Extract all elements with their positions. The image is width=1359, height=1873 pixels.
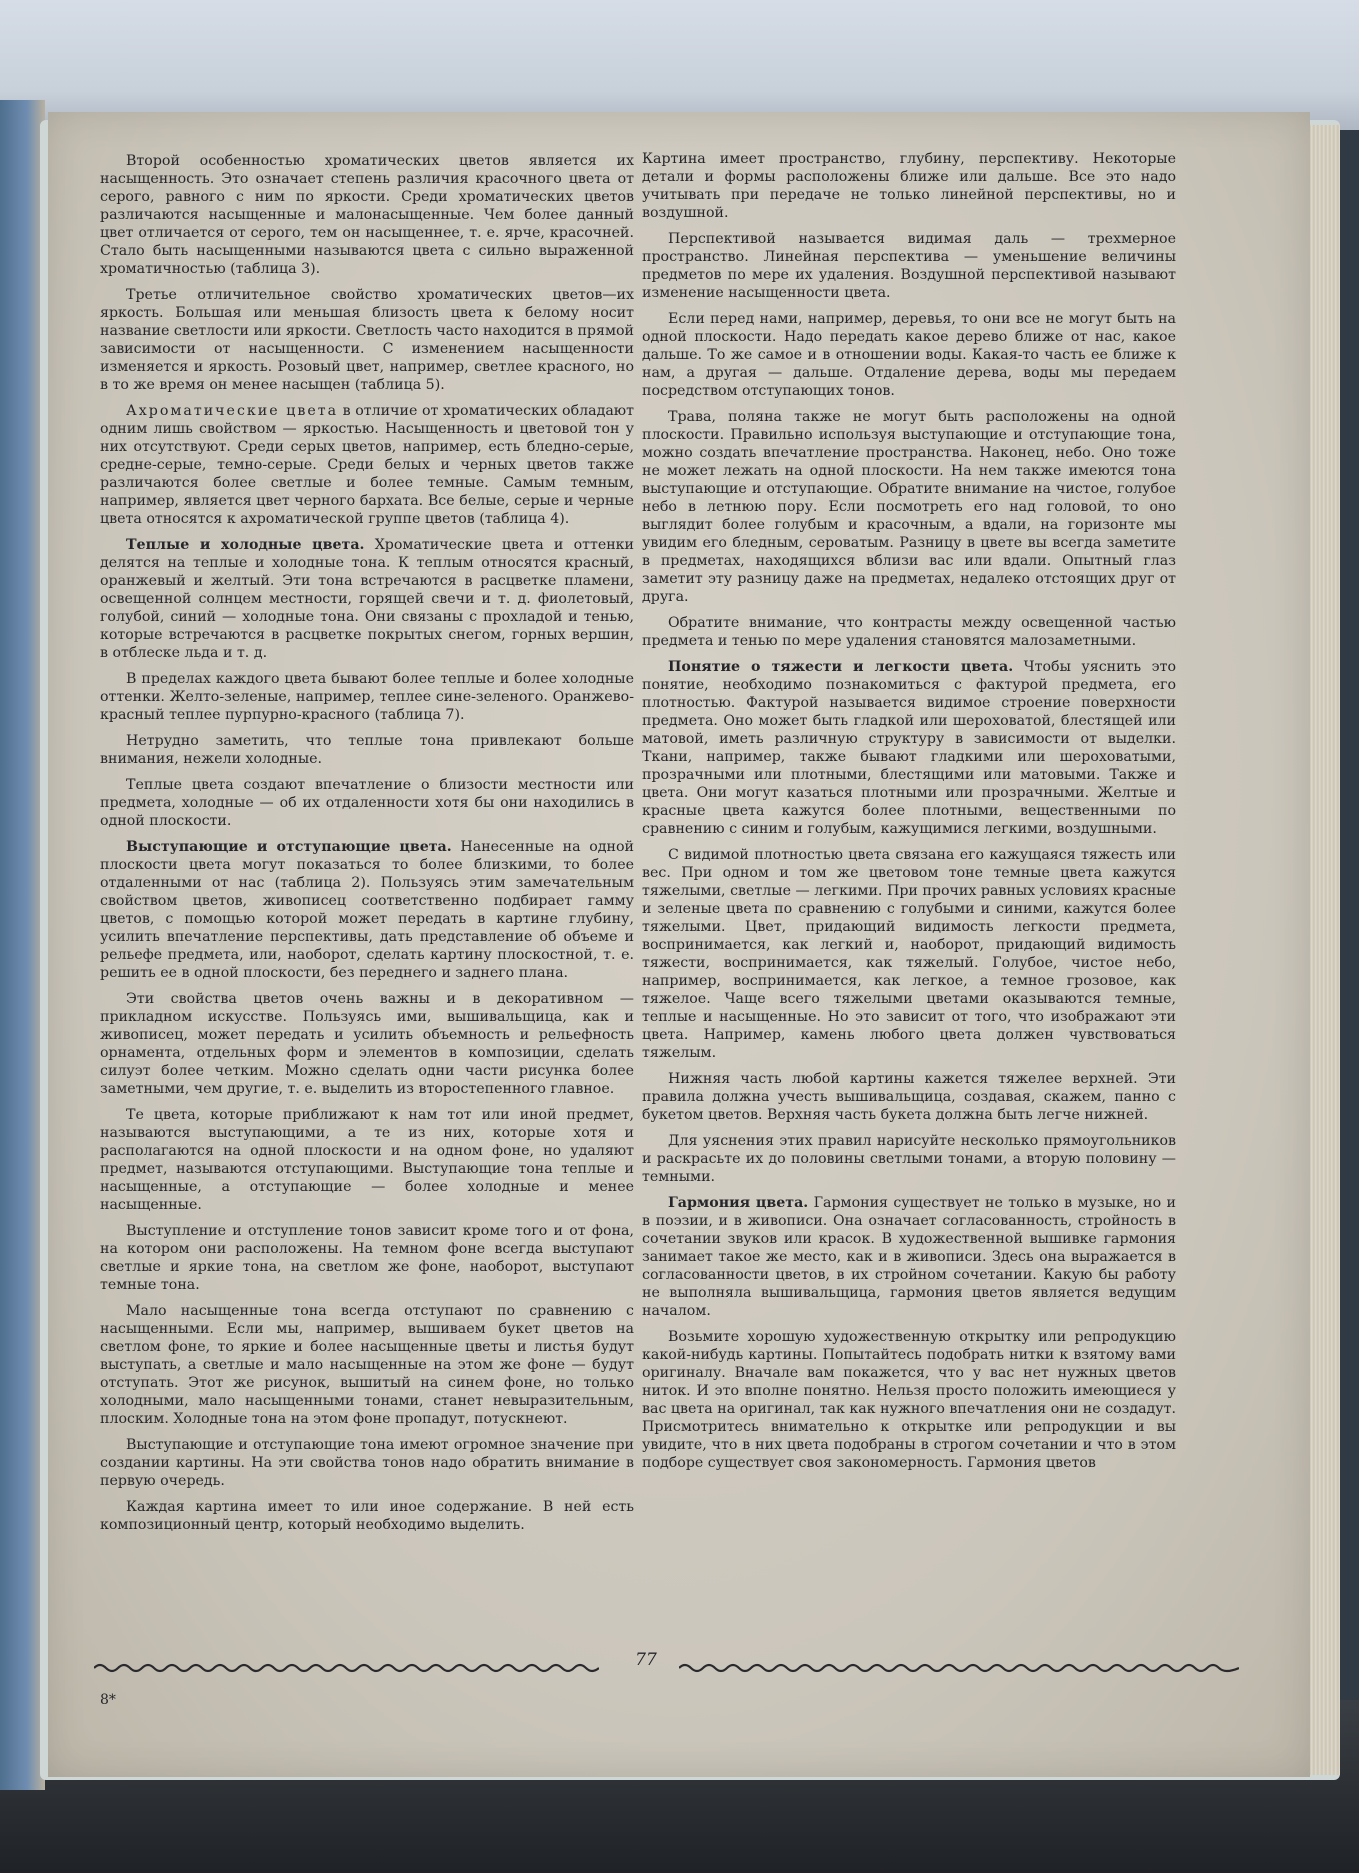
paragraph: Выступление и отступление тонов зависит кроме того и от фона, на котором они расположены. На темном фоне всегда выступают светлые и яркие тона, на светлом же фоне, наоборот, выступают темные тона. [100,1223,634,1293]
paragraph: Обратите внимание, что контрасты между освещенной частью предмета и тенью по мере удаления становятся малозаметными. [642,615,1176,649]
paragraph: Мало насыщенные тона всегда отступают по сравнению с насыщенными. Если мы, например, вышиваем букет цветов на светлом фоне, то яркие и более насыщенные цветы и листья будут выступать, а светлые и мало насыщенные на этом же фоне — будут отступать. Этот же рисунок, вышитый на синем фоне, но только холодными, мало насыщенными тонами, станет невыразительным, плоским. Холодные тона на этом фоне пропадут, потускнеют. [100,1303,634,1427]
section-heading: Выступающие и отступающие цвета. [126,839,452,855]
wave-ornament-right [679,1662,1239,1674]
page-number: 77 [635,1650,657,1670]
paragraph: Возьмите хорошую художественную открытку или репродукцию какой-нибудь картины. Попытайтесь подобрать нитки к взятому вами оригиналу. Вначале вам покажется, что у вас нет нужных цветов ниток. И это вполне понятно. Нельзя просто положить имеющиеся у вас цвета на оригинал, так как нужного впечатления они не создадут. Присмотритесь внимательно к открытке или репродукции и вы увидите, что в них цвета подобраны в строгом сочетании и что в этом подборе существует своя закономерность. Гармония цветов [642,1329,1176,1471]
paragraph: Каждая картина имеет то или иное содержание. В ней есть композиционный центр, который необходимо выделить. [100,1499,634,1533]
paragraph: Трава, поляна также не могут быть расположены на одной плоскости. Правильно используя выступающие и отступающие тона, можно создать впечатление пространства. Наконец, небо. Оно тоже не может лежать на одной плоскости. На нем также имеются тона выступающие и отступающие. Обратите внимание на чистое, голубое небо в летнюю пору. Если посмотреть его над головой, то оно выглядит более голубым и красочным, а вдали, на горизонте мы увидим его бледным, сероватым. Разницу в цвете вы всегда заметите в предметах, находящихся вблизи вас или вдали. Опытный глаз заметит эту разницу даже на предметах, недалеко отстоящих друг от друга. [642,409,1176,605]
paragraph: С видимой плотностью цвета связана его кажущаяся тяжесть или вес. При одном и том же цветовом тоне темные цвета кажутся тяжелыми, светлые — легкими. При прочих равных условиях красные и зеленые цвета по сравнению с голубыми и синими, кажутся более тяжелыми. Цвет, придающий видимость легкости предмета, воспринимается, как легкий и, наоборот, придающий видимость тяжести, воспринимается, как тяжелый. Голубое, чистое небо, например, воспринимается, как легкое, а темное грозовое, как тяжелое. Чаще всего тяжелыми цветами оказываются темные, теплые и насыщенные. Но это зависит от того, что изображают эти цвета. Например, камень любого цвета должен чувствоваться тяжелым. [642,847,1176,1061]
paragraph: Нижняя часть любой картины кажется тяжелее верхней. Эти правила должна учесть вышивальщица, создавая, скажем, панно с букетом цветов. Верхняя часть букета должна быть легче нижней. [642,1071,1176,1123]
background-top [0,0,1359,130]
paragraph: Теплые и холодные цвета. Хроматические цвета и оттенки делятся на теплые и холодные тона. К теплым относятся красный, оранжевый и желтый. Эти тона встречаются в расцветке пламени, освещенной солнцем местности, горящей свечи и т. д. фиолетовый, голубой, синий — холодные тона. Они связаны с прохладой и тенью, которые встречаются в расцветке покрытых снегом, горных вершин, в отблеске льда и т. д. [100,537,634,661]
paragraph: Для уяснения этих правил нарисуйте несколько прямоугольников и раскрасьте их до половины светлыми тонами, а вторую половину — темными. [642,1133,1176,1185]
paragraph: Перспективой называется видимая даль — трехмерное пространство. Линейная перспектива — уменьшение величины предметов по мере их удаления. Воздушной перспективой называют изменение насыщенности цвета. [642,231,1176,301]
paragraph: Гармония цвета. Гармония существует не только в музыке, но и в поэзии, и в живописи. Она означает согласованность, стройность в сочетании звуков или красок. В художественной вышивке гармония занимает такое же место, как и в живописи. Здесь она выражается в согласованности цветов, в их стройном сочетании. Какую бы работу не выполняла вышивальщица, гармония цветов является ведущим началом. [642,1195,1176,1319]
paragraph: Выступающие и отступающие тона имеют огромное значение при создании картины. На эти свойства тонов надо обратить внимание в первую очередь. [100,1437,634,1489]
paragraph: Выступающие и отступающие цвета. Нанесенные на одной плоскости цвета могут показаться то более близкими, то более отдаленными от нас (таблица 2). Пользуясь этим замечательным свойством цветов, живописец соответственно подбирает гамму цветов, с помощью которой может передать в картине глубину, усилить впечатление перспективы, дать представление об объеме и рельефе предмета, или, наоборот, сделать картину плоскостной, т. е. решить ее в одной плоскости, без переднего и заднего плана. [100,839,634,981]
section-heading: Понятие о тяжести и легкости цвета. [668,659,1014,675]
right-column [642,150,1176,1480]
section-heading: Гармония цвета. [668,1195,809,1211]
spaced-term: Ахроматические цвета [126,403,339,419]
page-footer [94,1650,1239,1690]
paragraph: Картина имеет пространство, глубину, перспективу. Некоторые детали и формы расположены ближе или дальше. Все это надо учитывать при передаче не только линейной перспективы, но и воздушной. [642,151,1176,221]
paragraph: Если перед нами, например, деревья, то они все не могут быть на одной плоскости. Надо передать какое дерево ближе от нас, какое дальше. То же самое и в отношении воды. Какая-то часть ее ближе к нам, а другая — дальше. Отдаление дерева, воды мы передаем посредством отступающих тонов. [642,311,1176,399]
printer-signature: 8* [100,1692,116,1708]
wave-ornament-left [94,1662,599,1674]
paragraph: Эти свойства цветов очень важны и в декоративном — прикладном искусстве. Пользуясь ими, вышивальщица, как и живописец, может передать и усилить объемность и рельефность орнамента, отдельных форм и элементов в композиции, сделать силуэт более четким. Можно сделать одни части рисунка более заметными, чем другие, т. е. выделить из второстепенного главное. [100,991,634,1097]
paragraph: Теплые цвета создают впечатление о близости местности или предмета, холодные — об их отдаленности хотя бы они находились в одной плоскости. [100,777,634,829]
paragraph: Те цвета, которые приближают к нам тот или иной предмет, называются выступающими, а те из них, которые хотя и располагаются на одной плоскости и на одном фоне, но удаляют предмет, называются отступающими. Выступающие тона теплые и насыщенные, а отступающие — более холодные и менее насыщенные. [100,1107,634,1213]
book-page [48,112,1310,1777]
paragraph: Второй особенностью хроматических цветов является их насыщенность. Это означает степень различия красочного цвета от серого, равного с ним по яркости. Среди хроматических цветов различаются насыщенные и малонасыщенные. Чем более данный цвет отличается от серого, тем он насыщеннее, т. е. ярче, красочней. Стало быть насыщенными называются цвета с сильно выраженной хроматичностью (таблица 3). [100,153,634,277]
paragraph: Ахроматические цвета в отличие от хроматических обладают одним лишь свойством — яркостью. Насыщенность и цветовой тон у них отсутствуют. Среди серых цветов, например, есть бледно-серые, средне-серые, темно-серые. Среди белых и черных цветов также различаются более светлые и более темные. Самым темным, например, является цвет черного бархата. Все белые, серые и черные цвета относятся к ахроматической группе цветов (таблица 4). [100,403,635,527]
paragraph: В пределах каждого цвета бывают более теплые и более холодные оттенки. Желто-зеленые, например, теплее сине-зеленого. Оранжево-красный теплее пурпурно-красного (таблица 7). [100,671,634,723]
paragraph: Понятие о тяжести и легкости цвета. Чтобы уяснить это понятие, необходимо познакомиться с фактурой предмета, его плотностью. Фактурой называется видимое строение поверхности предмета. Оно может быть гладкой или шероховатой, блестящей или матовой, иметь различную структуру в зависимости от выделки. Ткани, например, также бывают гладкими или шероховатыми, прозрачными или плотными, блестящими или матовыми. Также и цвета. Они могут казаться плотными или прозрачными. Желтые и красные цвета кажутся более плотными, вещественными по сравнению с синим и голубым, кажущимися легкими, воздушными. [642,659,1177,837]
paragraph: Нетрудно заметить, что теплые тона привлекают больше внимания, нежели холодные. [100,733,634,767]
section-heading: Теплые и холодные цвета. [126,537,365,553]
book-cover-edge [0,100,45,1790]
paragraph: Третье отличительное свойство хроматических цветов—их яркость. Большая или меньшая близость цвета к белому носит название светлости или яркости. Светлость часто находится в прямой зависимости от насыщенности. С изменением насыщенности изменяется и яркость. Розовый цвет, например, светлее красного, но в то же время он менее насыщен (таблица 5). [100,287,634,393]
left-column [100,152,634,1542]
